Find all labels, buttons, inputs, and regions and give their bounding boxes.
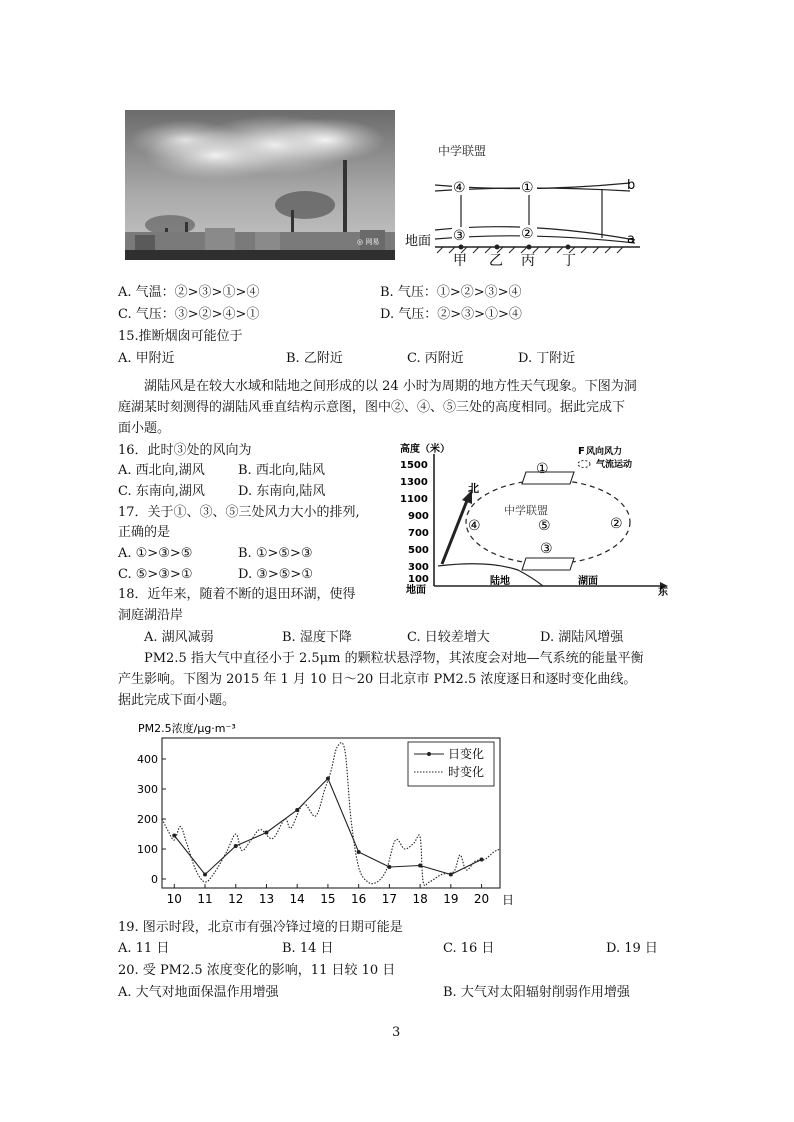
x-tick-label: 20	[473, 892, 490, 906]
q19-option-c: C. 16 日	[443, 941, 495, 956]
q15-option-b: B. 乙附近	[286, 351, 343, 366]
daily-point	[203, 873, 207, 877]
photo-watermark: ◎ 网易	[357, 238, 380, 246]
y-tick-label: 200	[137, 813, 158, 826]
q18-option-b: B. 湿度下降	[282, 630, 352, 645]
fig2-ytick-300: 300	[408, 562, 429, 573]
fig2-ytick-1300: 1300	[400, 477, 428, 488]
x-tick-label: 15	[320, 892, 336, 906]
fig2-ytick-700: 700	[408, 528, 429, 539]
site-bing: 丙	[521, 253, 535, 269]
x-tick-label: 17	[381, 892, 398, 906]
q20-option-a: A. 大气对地面保温作用增强	[118, 985, 279, 1000]
intro-pm-line-3: 据此完成下面小题。	[118, 693, 236, 708]
isobar-a-label: a	[627, 232, 635, 247]
y-tick-label: 400	[137, 753, 158, 766]
intro-pm-line-2: 产生影响。下图为 2015 年 1 月 10 日～20 日北京市 PM2.5 浓度逐日和逐时变化曲线。	[118, 672, 637, 687]
fig2-ytick-900: 900	[408, 511, 429, 522]
x-tick-label: 12	[228, 892, 244, 906]
x-tick-label: 18	[412, 892, 428, 906]
pm-chart-xlabel: 日	[502, 893, 515, 907]
daily-point	[387, 865, 391, 869]
ground-label: 地面	[405, 234, 432, 249]
intro-lake-line-2: 庭湖某时刻测得的湖陆风垂直结构示意图，图中②、④、⑤三处的高度相同。据此完成下	[118, 400, 626, 415]
q18-option-a: A. 湖风减弱	[144, 630, 214, 645]
q20-stem: 20. 受 PM2.5 浓度变化的影响，11 日较 10 日	[118, 963, 396, 978]
intro-pm-line-1: PM2.5 指大气中直径小于 2.5μm 的颗粒状悬浮物，其浓度会对地—气系统的能量平衡	[144, 651, 644, 666]
legend-airflow: 气流运动	[596, 460, 633, 470]
q16-option-b: B. 西北向,陆风	[238, 463, 325, 478]
fig2-ytick-100: 100	[408, 574, 429, 585]
q17-stem-line-1: 17．关于①、③、⑤三处风力大小的排列,	[118, 505, 360, 520]
q20-option-b: B. 大气对太阳辐射削弱作用增强	[443, 985, 630, 1000]
q16-stem: 16．此时③处的风向为	[118, 443, 252, 458]
x-tick-label: 13	[258, 892, 275, 906]
fig2-point-1: ①	[536, 461, 549, 477]
q18-stem-line-1: 18．近年来，随着不断的退田环湖，使得	[118, 587, 356, 602]
x-tick-label: 11	[197, 892, 213, 906]
fig2-point-4: ④	[468, 518, 481, 534]
q14-option-c: C. 气压：③>②>④>①	[118, 307, 260, 322]
q15-option-a: A. 甲附近	[118, 351, 175, 366]
y-tick-label: 100	[137, 843, 158, 856]
legend-flag-icon: F	[578, 446, 585, 457]
fig2-ylabel: 高度（米）	[400, 444, 450, 455]
x-tick-label: 10	[166, 892, 182, 906]
point-4: ④	[453, 180, 466, 196]
y-tick-label: 300	[137, 783, 158, 796]
fig2-lake: 湖面	[578, 576, 598, 587]
q14-option-a: A. 气温：②>③>①>④	[118, 285, 260, 300]
point-3: ③	[453, 228, 466, 244]
q19-option-d: D. 19 日	[606, 941, 658, 956]
x-tick-label: 16	[351, 892, 367, 906]
fig2-ytick-1500: 1500	[400, 460, 428, 471]
point-1: ①	[521, 180, 534, 196]
fig2-point-2: ②	[610, 516, 623, 532]
isobar-b-label: b	[627, 178, 636, 193]
series-daily-line	[174, 779, 481, 875]
daily-point	[480, 858, 484, 862]
q19-stem: 19. 图示时段，北京市有强冷锋过境的日期可能是	[118, 920, 403, 935]
q15-option-d: D. 丁附近	[518, 351, 576, 366]
q19-option-a: A. 11 日	[118, 941, 170, 956]
fig2-watermark: 中学联盟	[504, 504, 548, 517]
intro-lake-line-1: 湖陆风是在较大水域和陆地之间形成的以 24 小时为周期的地方性天气现象。下图为洞	[144, 379, 637, 394]
fig2-ground: 地面	[406, 585, 426, 596]
q19-option-b: B. 14 日	[282, 941, 334, 956]
fig2-ytick-500: 500	[408, 545, 429, 556]
daily-point	[295, 808, 299, 812]
site-ding: 丁	[562, 253, 576, 269]
lake-breeze-diagram	[398, 438, 670, 598]
fig2-ytick-1100: 1100	[400, 494, 428, 505]
fig2-land: 陆地	[490, 576, 510, 587]
daily-point	[449, 873, 453, 877]
q14-option-b: B. 气压：①>②>③>④	[380, 285, 522, 300]
smog-photo	[125, 110, 395, 260]
legend-airflow-icon	[578, 461, 590, 468]
isobar-diagram	[405, 135, 655, 270]
fig2-point-5: ⑤	[538, 518, 551, 534]
q18-option-c: C. 日较差增大	[407, 630, 490, 645]
q18-stem-line-2: 洞庭湖沿岸	[118, 608, 184, 623]
q16-option-a: A. 西北向,湖风	[118, 463, 205, 478]
legend-daily: 日变化	[448, 747, 485, 761]
q17-option-b: B. ①>⑤>③	[238, 546, 313, 561]
intro-lake-line-3: 面小题。	[118, 421, 171, 436]
daily-point	[418, 864, 422, 868]
daily-point	[172, 834, 176, 838]
page-number: 3	[392, 1025, 401, 1040]
q14-option-d: D. 气压：②>③>①>④	[380, 307, 522, 322]
fig2-point-3: ③	[540, 541, 553, 557]
site-jia: 甲	[453, 253, 467, 269]
pm-chart-ylabel: PM2.5浓度/μg·m⁻³	[138, 722, 236, 735]
daily-point	[357, 850, 361, 854]
q15-stem: 15.推断烟囱可能位于	[118, 329, 243, 344]
y-tick-label: 0	[151, 873, 158, 886]
fig2-north: 北	[468, 482, 479, 495]
q17-option-a: A. ①>③>⑤	[118, 546, 193, 561]
q18-option-d: D. 湖陆风增强	[540, 630, 624, 645]
x-tick-label: 19	[443, 892, 459, 906]
daily-point	[326, 777, 330, 781]
q17-option-d: D. ③>⑤>①	[238, 567, 313, 582]
q17-option-c: C. ⑤>③>①	[118, 567, 193, 582]
daily-point	[264, 831, 268, 835]
q16-option-c: C. 东南向,湖风	[118, 484, 205, 499]
point-2: ②	[521, 226, 534, 242]
q17-stem-line-2: 正确的是	[118, 525, 171, 540]
q16-option-d: D. 东南向,陆风	[238, 484, 326, 499]
fig2-east: 东	[658, 587, 668, 598]
site-yi: 乙	[489, 253, 503, 269]
pm25-chart	[118, 716, 518, 916]
x-tick-label: 14	[289, 892, 305, 906]
legend-wind: 风向风力	[586, 447, 623, 457]
legend-hourly: 时变化	[448, 765, 485, 779]
diagram-watermark: 中学联盟	[438, 144, 487, 158]
q15-option-c: C. 丙附近	[407, 351, 464, 366]
daily-point	[234, 844, 238, 848]
